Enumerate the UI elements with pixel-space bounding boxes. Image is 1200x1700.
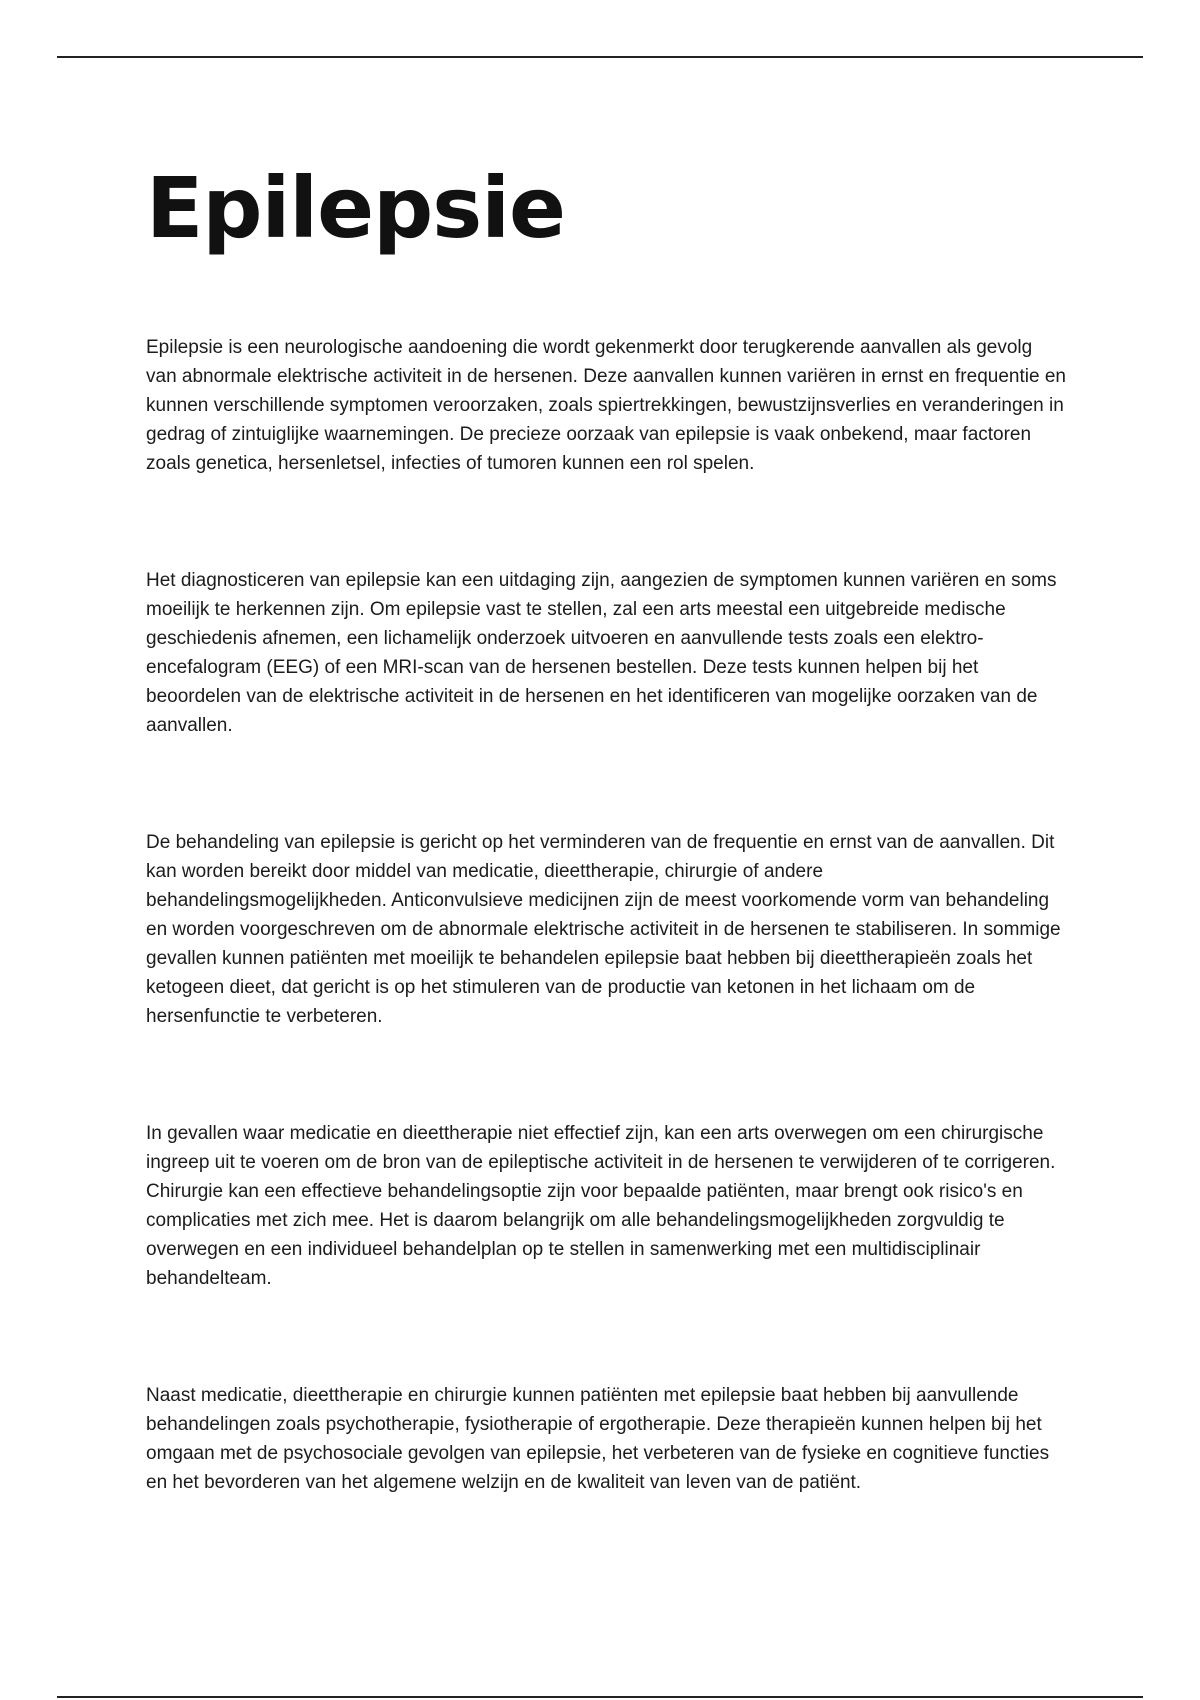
document-body: [146, 333, 1066, 1585]
paragraph-diagnosis: Het diagnosticeren van epilepsie kan een uitdaging zijn, aangezien de symptomen kunnen variëren en soms moeilijk te herkennen zijn. Om epilepsie vast te stellen, zal een arts meestal een uitgebreide medische geschiedenis afnemen, een lichamelijk onderzoek uitvoeren en aanvullende tests zoals een elektro-encefalogram (EEG) of een MRI-scan van de hersenen bestellen. Deze tests kunnen helpen bij het beoordelen van de elektrische activiteit in de hersenen en het identificeren van mogelijke oorzaken van de aanvallen.: [146, 570, 1057, 736]
header-rule: [57, 56, 1143, 58]
paragraph-supplementary-therapy: Naast medicatie, dieettherapie en chirurgie kunnen patiënten met epilepsie baat hebben bij aanvullende behandelingen zoals psychotherapie, fysiotherapie of ergotherapie. Deze therapieën kunnen helpen bij het omgaan met de psychosociale gevolgen van epilepsie, het verbeteren van de fysieke en cognitieve functies en het bevorderen van het algemene welzijn en de kwaliteit van leven van de patiënt.: [146, 1385, 1050, 1493]
paragraph-surgery: In gevallen waar medicatie en dieettherapie niet effectief zijn, kan een arts overwegen om een chirurgische ingreep uit te voeren om de bron van de epileptische activiteit in de hersenen te verwijderen of te corrigeren. Chirurgie kan een effectieve behandelingsoptie zijn voor bepaalde patiënten, maar brengt ook risico's en complicaties met zich mee. Het is daarom belangrijk om alle behandelingsmogelijkheden zorgvuldig te overwegen en een individueel behandelplan op te stellen in samenwerking met een multidisciplinair behandelteam.: [146, 1123, 1056, 1289]
document-title: Epilepsie: [146, 159, 565, 257]
paragraph-introduction: Epilepsie is een neurologische aandoening die wordt gekenmerkt door terugkerende aanvallen als gevolg van abnormale elektrische activiteit in de hersenen. Deze aanvallen kunnen variëren in ernst en frequentie en kunnen verschillende symptomen veroorzaken, zoals spiertrekkingen, bewustzijnsverlies en veranderingen in gedrag of zintuiglijke waarnemingen. De precieze oorzaak van epilepsie is vaak onbekend, maar factoren zoals genetica, hersenletsel, infecties of tumoren kunnen een rol spelen.: [146, 337, 1066, 474]
footer-rule: [57, 1696, 1143, 1698]
paragraph-treatment: De behandeling van epilepsie is gericht op het verminderen van de frequentie en ernst van de aanvallen. Dit kan worden bereikt door middel van medicatie, dieettherapie, chirurgie of andere behandelingsmogelijkheden. Anticonvulsieve medicijnen zijn de meest voorkomende vorm van behandeling en worden voorgeschreven om de abnormale elektrische activiteit in de hersenen te stabiliseren. In sommige gevallen kunnen patiënten met moeilijk te behandelen epilepsie baat hebben bij dieettherapieën zoals het ketogeen dieet, dat gericht is op het stimuleren van de productie van ketonen in het lichaam om de hersenfunctie te verbeteren.: [146, 832, 1061, 1027]
